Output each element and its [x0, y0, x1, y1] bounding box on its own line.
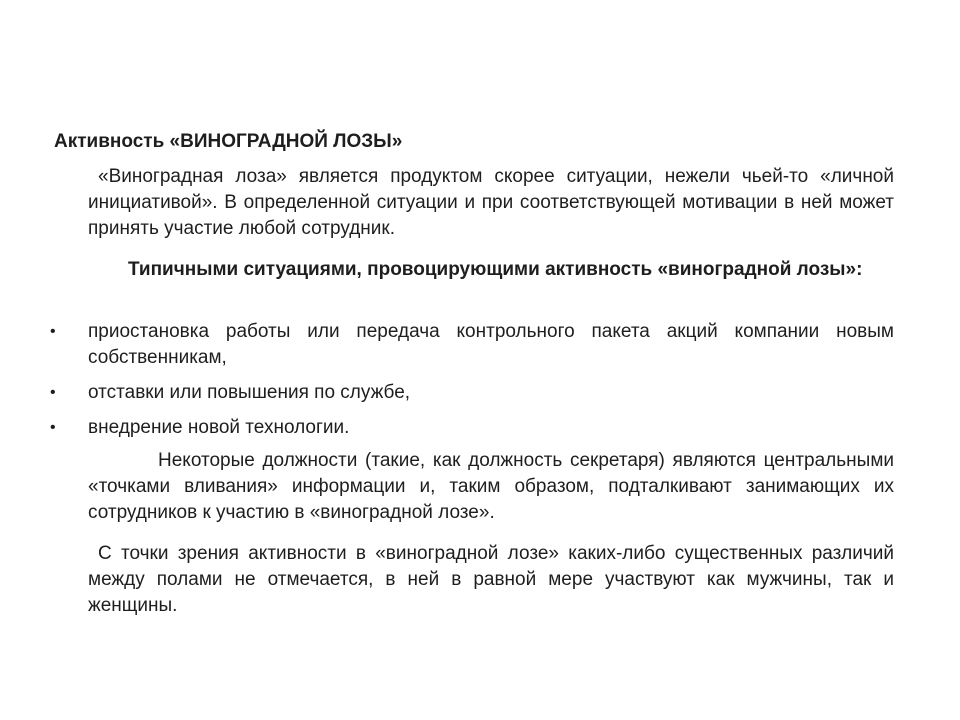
list-item-text: внедрение новой технологии. [88, 417, 350, 438]
situations-list [0, 319, 960, 441]
list-item [0, 415, 894, 441]
paragraph-gender-differences: С точки зрения активности в «виноградной лозе» каких-либо существенных различий между полами не отмечается, в ней в равной мере участвуют как мужчины, так и женщины. [88, 543, 894, 616]
list-item-text: отставки или повышения по службе, [88, 382, 411, 403]
slide-title: Активность «ВИНОГРАДНОЙ ЛОЗЫ» [54, 131, 403, 152]
list-item-text: приостановка работы или передача контрольного пакета акций компании новым собственникам, [88, 321, 894, 368]
paragraph-vine-origin: «Виноградная лоза» является продуктом скорее ситуации, нежели чьей-то «личной инициативой». В определенной ситуации и при соответствующей мотивации в ней может принять участие любой сотрудник. [88, 166, 894, 239]
bullet-icon: • [50, 323, 56, 340]
list-item [0, 380, 894, 406]
bullet-icon: • [50, 419, 56, 436]
list-item [0, 319, 894, 371]
paragraph-central-positions: Некоторые должности (такие, как должность секретаря) являются центральными «точками вливания» информации и, таким образом, подталкивают занимающих их сотрудников к участию в «виноградной лозе». [88, 450, 894, 523]
paragraph-typical-situations: Типичными ситуациями, провоцирующими активность «виноградной лозы»: [128, 259, 863, 280]
bullet-icon: • [50, 384, 56, 401]
